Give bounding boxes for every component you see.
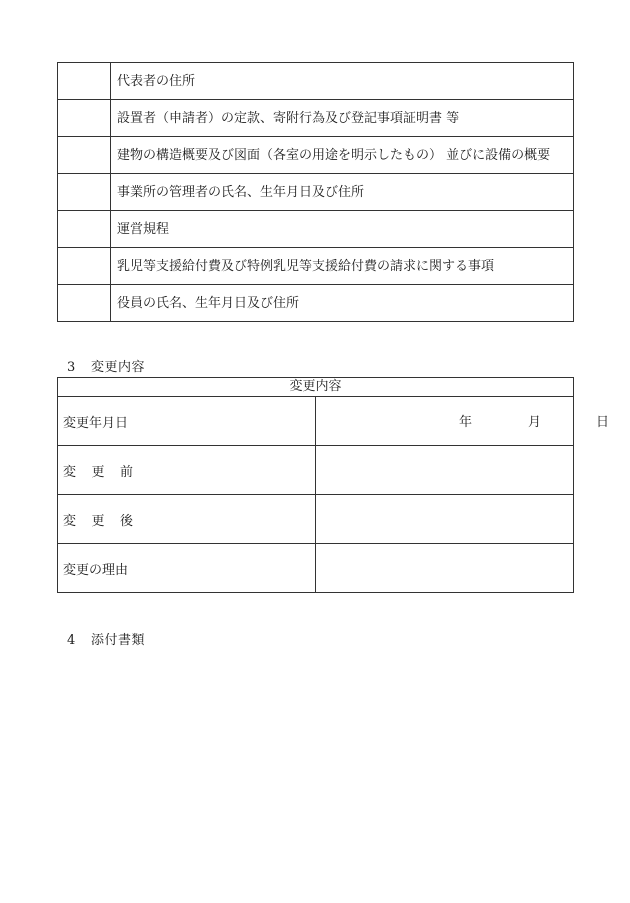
item-label: 運営規程	[111, 211, 574, 248]
change-reason-label: 変更の理由	[58, 544, 316, 593]
item-label: 役員の氏名、生年月日及び住所	[111, 285, 574, 322]
table-row	[58, 137, 574, 174]
check-cell[interactable]	[58, 174, 111, 211]
check-cell[interactable]	[58, 285, 111, 322]
section-4-heading	[67, 629, 145, 648]
section-number: 4	[67, 633, 76, 648]
check-cell[interactable]	[58, 211, 111, 248]
change-date-field[interactable]	[316, 397, 610, 446]
table-row	[58, 174, 574, 211]
day-label: 日	[596, 415, 610, 430]
item-label: 建物の構造概要及び図面（各室の用途を明示したもの） 並びに設備の概要	[111, 137, 574, 174]
year-label: 年	[459, 415, 473, 430]
item-label: 代表者の住所	[111, 63, 574, 100]
item-label: 設置者（申請者）の定款、寄附行為及び登記事項証明書 等	[111, 100, 574, 137]
table-row	[58, 211, 574, 248]
check-cell[interactable]	[58, 248, 111, 285]
table-row	[58, 285, 574, 322]
section-3-heading	[67, 356, 145, 375]
change-details-table	[57, 377, 610, 593]
table-header-row	[58, 378, 574, 397]
before-change-field[interactable]	[316, 446, 574, 495]
check-cell[interactable]	[58, 63, 111, 100]
before-change-row	[58, 446, 574, 495]
table-row	[58, 100, 574, 137]
change-reason-field[interactable]	[316, 544, 574, 593]
table-header: 変更内容	[58, 378, 574, 397]
item-label: 事業所の管理者の氏名、生年月日及び住所	[111, 174, 574, 211]
table-row	[58, 63, 574, 100]
month-label: 月	[528, 415, 542, 430]
section-title: 変更内容	[91, 360, 146, 375]
before-change-label: 変 更 前	[58, 446, 316, 495]
section-title: 添付書類	[91, 633, 146, 648]
change-reason-row	[58, 544, 574, 593]
check-cell[interactable]	[58, 137, 111, 174]
after-change-label: 変 更 後	[58, 495, 316, 544]
item-label: 乳児等支援給付費及び特例乳児等支援給付費の請求に関する事項	[111, 248, 574, 285]
check-cell[interactable]	[58, 100, 111, 137]
after-change-row	[58, 495, 574, 544]
change-items-table	[57, 62, 574, 322]
table-row	[58, 248, 574, 285]
section-number: 3	[67, 360, 76, 375]
change-date-label: 変更年月日	[58, 397, 316, 446]
change-date-row	[58, 397, 574, 446]
after-change-field[interactable]	[316, 495, 574, 544]
